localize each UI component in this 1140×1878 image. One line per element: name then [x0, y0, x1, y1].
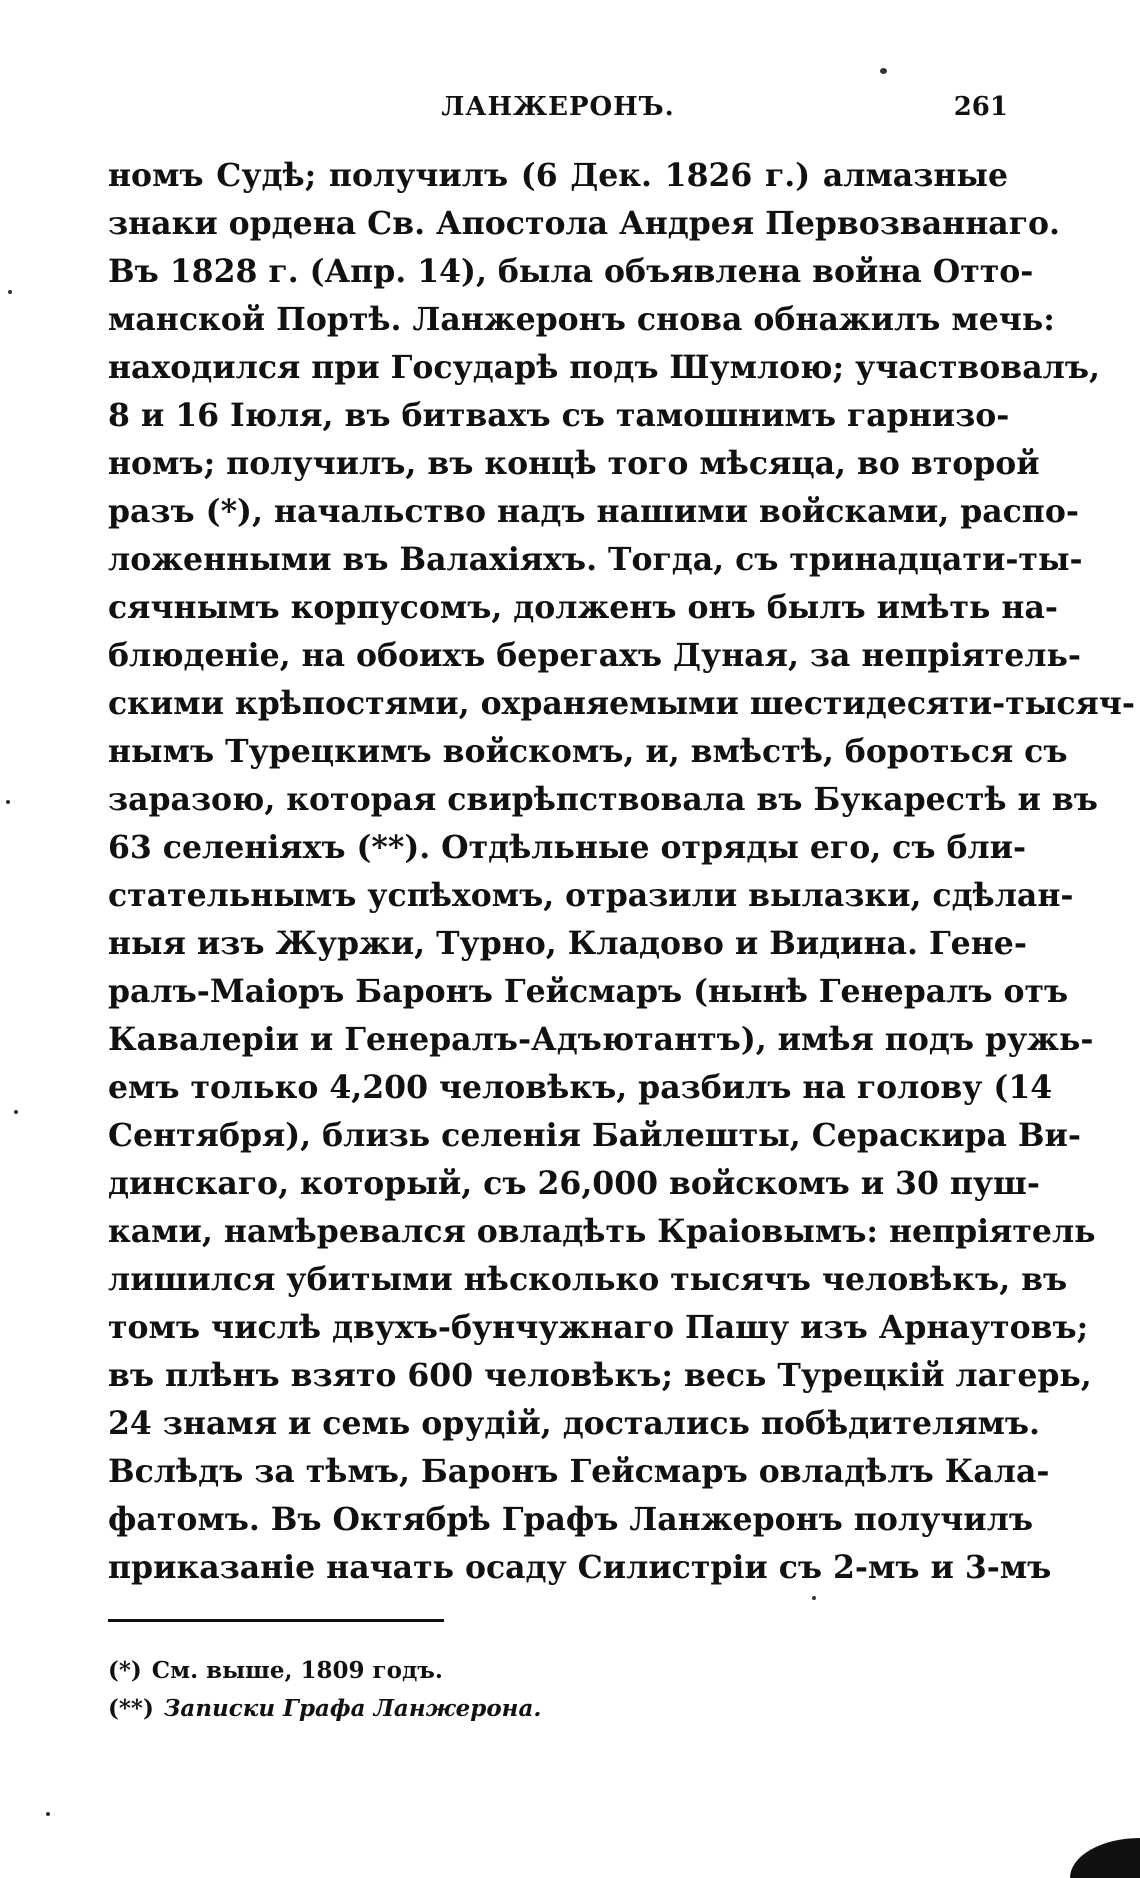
scan-speck	[8, 290, 12, 294]
scan-speck	[6, 800, 10, 804]
footnote-text: См. выше, 1809 годъ.	[151, 1657, 443, 1684]
text-line: фатомъ. Въ Октябрѣ Графъ Ланжеронъ получилъ	[108, 1501, 1034, 1538]
footnote-rule	[108, 1619, 444, 1622]
text-line: 24 знамя и семь орудій, достались побѣдителямъ.	[108, 1405, 1041, 1442]
text-line: 8 и 16 Іюля, въ битвахъ съ тамошнимъ гарнизо-	[108, 397, 1010, 434]
footnote	[108, 1652, 808, 1690]
scan-speck	[14, 1110, 18, 1114]
scan-speck	[812, 1596, 816, 1600]
text-line: Сентября), близь селенія Байлешты, Сераскира Ви-	[108, 1117, 1081, 1154]
page-number: 261	[953, 92, 1008, 122]
text-line: томъ числѣ двухъ-бунчужнаго Пашу изъ Арнаутовъ;	[108, 1309, 1089, 1346]
text-line: приказаніе начать осаду Силистріи съ 2-мъ и 3-мъ	[108, 1549, 1052, 1586]
text-line: ралъ-Маіоръ Баронъ Гейсмаръ (нынѣ Генералъ отъ	[108, 973, 1069, 1010]
footnote-marker: (**)	[108, 1695, 154, 1722]
text-line: находился при Государѣ подъ Шумлою; участвовалъ,	[108, 349, 1100, 386]
scan-blot	[1070, 1838, 1140, 1878]
text-line: ками, намѣревался овладѣть Краіовымъ: непріятель	[108, 1213, 1096, 1250]
text-line: скими крѣпостями, охраняемыми шестидесяти-тысяч-	[108, 685, 1135, 722]
text-line: сячнымъ корпусомъ, долженъ онъ былъ имѣть на-	[108, 589, 1058, 626]
text-line: заразою, которая свирѣпствовала въ Букарестѣ и въ	[108, 781, 1098, 818]
text-line: лишился убитыми нѣсколько тысячъ человѣкъ, въ	[108, 1261, 1068, 1298]
text-line: Кавалеріи и Генералъ-Адъютантъ), имѣя подъ ружь-	[108, 1021, 1094, 1058]
footnotes	[108, 1652, 808, 1728]
text-line: манской Портѣ. Ланжеронъ снова обнажилъ мечь:	[108, 301, 1055, 338]
text-line: знаки ордена Св. Апостола Андрея Первозваннаго.	[108, 205, 1060, 242]
text-line: нымъ Турецкимъ войскомъ, и, вмѣстѣ, бороться съ	[108, 733, 1068, 770]
body-text	[108, 152, 1135, 1592]
text-line: въ плѣнъ взято 600 человѣкъ; весь Турецкій лагерь,	[108, 1357, 1092, 1394]
footnote-marker: (*)	[108, 1657, 142, 1684]
running-head	[108, 92, 1008, 132]
text-line: емъ только 4,200 человѣкъ, разбилъ на голову (14	[108, 1069, 1053, 1106]
footnote	[108, 1690, 808, 1728]
text-line: 63 селеніяхъ (**). Отдѣльные отряды его, съ бли-	[108, 829, 1027, 866]
text-line: динскаго, который, съ 26,000 войскомъ и 30 пуш-	[108, 1165, 1040, 1202]
footnote-text: Записки Графа Ланжерона.	[163, 1695, 542, 1722]
text-line: ложенными въ Валахіяхъ. Тогда, съ тринадцати-ты-	[108, 541, 1083, 578]
scan-speck	[880, 68, 887, 74]
text-line: блюденіе, на обоихъ берегахъ Дуная, за непріятель-	[108, 637, 1081, 674]
text-line: стательнымъ успѣхомъ, отразили вылазки, сдѣлан-	[108, 877, 1074, 914]
text-line: разъ (*), начальство надъ нашими войсками, распо-	[108, 493, 1079, 530]
text-line: Вслѣдъ за тѣмъ, Баронъ Гейсмаръ овладѣлъ Кала-	[108, 1453, 1050, 1490]
text-line: номъ; получилъ, въ концѣ того мѣсяца, во второй	[108, 445, 1040, 482]
running-title: ЛАНЖЕРОНЪ.	[441, 92, 675, 122]
scan-speck	[46, 1812, 50, 1816]
text-line: ныя изъ Журжи, Турно, Кладово и Видина. Гене-	[108, 925, 1027, 962]
text-line: Въ 1828 г. (Апр. 14), была объявлена война Отто-	[108, 253, 1034, 290]
text-line: номъ Судѣ; получилъ (6 Дек. 1826 г.) алмазные	[108, 157, 1008, 194]
